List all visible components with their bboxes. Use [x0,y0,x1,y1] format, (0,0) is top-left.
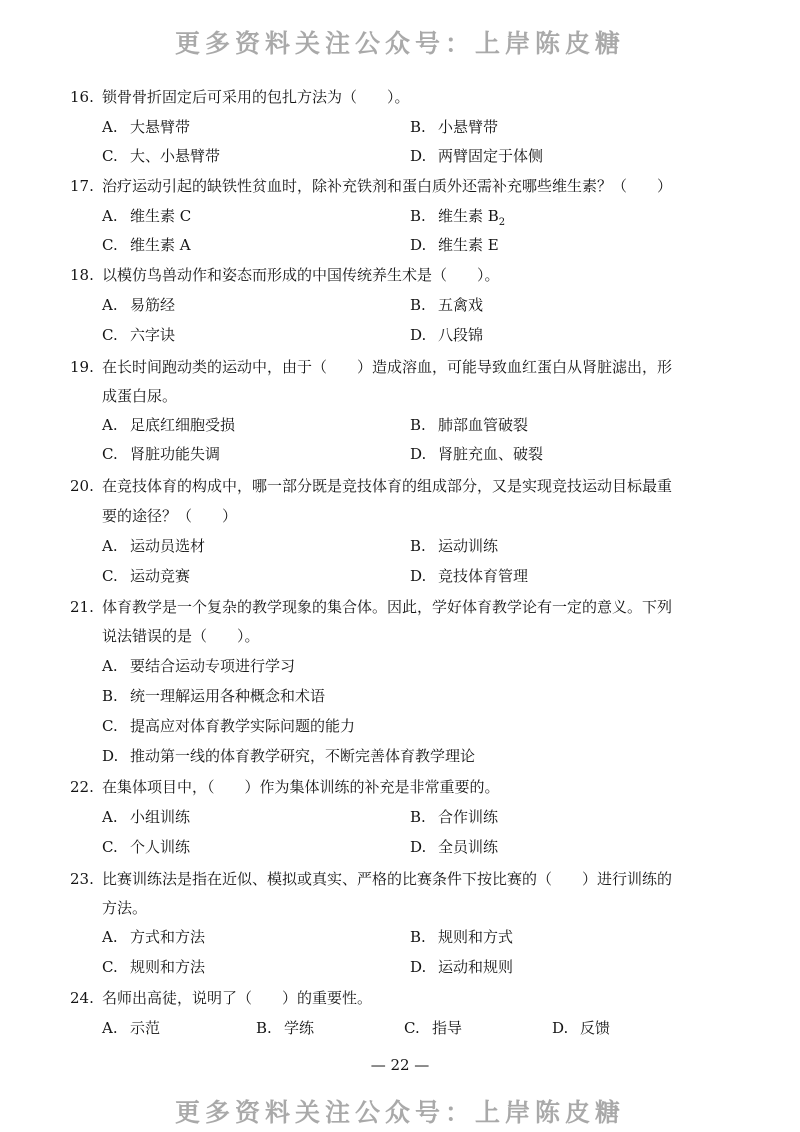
option-text: 两臂固定于体侧 [438,147,544,165]
option-23d [410,952,513,982]
option-letter: D. [552,1019,569,1037]
option-16b [410,112,498,142]
question-17 [70,171,730,201]
option-text: 提高应对体育教学实际问题的能力 [130,717,356,735]
option-text: 个人训练 [130,838,191,856]
option-text: 方式和方法 [130,928,206,946]
option-20c [102,561,190,591]
option-text: 要结合运动专项进行学习 [130,657,296,675]
option-text: 竞技体育管理 [438,567,529,585]
option-23a [102,922,205,952]
page-number: — 22 — [370,1056,430,1074]
question-text: 比赛训练法是指在近似、模拟或真实、严格的比赛条件下按比赛的（ ）进行训练的 [102,870,673,888]
option-24d [552,1013,610,1043]
option-text: 运动和规则 [438,958,514,976]
option-text: 肾脏功能失调 [130,445,221,463]
option-letter: A. [102,118,118,136]
option-letter: A. [102,207,118,225]
option-text: 推动第一线的体育教学研究，不断完善体育教学理论 [130,747,476,765]
option-18a [102,290,175,320]
option-letter: D. [410,236,427,254]
option-letter: B. [256,1019,272,1037]
option-letter: C. [404,1019,420,1037]
option-24b [256,1013,314,1043]
option-19c [102,439,220,469]
option-17a [102,201,191,231]
option-text: 全员训练 [438,838,499,856]
option-text: 指导 [432,1019,463,1037]
question-text: 锁骨骨折固定后可采用的包扎方法为（ ）。 [102,88,410,106]
option-letter: A. [102,416,118,434]
option-text: 维生素 A [130,236,191,254]
option-letter: D. [102,747,119,765]
option-letter: A. [102,808,118,826]
option-19d [410,439,543,469]
option-18b [410,290,483,320]
option-letter: A. [102,1019,118,1037]
option-16d [410,141,543,171]
question-text: 以模仿鸟兽动作和姿态而形成的中国传统养生术是（ ）。 [102,266,500,284]
option-letter: C. [102,147,118,165]
question-text: 名师出高徒，说明了（ ）的重要性。 [102,989,373,1007]
option-letter: B. [410,118,426,136]
option-letter: B. [102,687,118,705]
question-number: 21. [70,598,94,616]
option-22d [410,832,498,862]
option-text: 运动竞赛 [130,567,191,585]
option-21a [102,651,295,681]
option-19b [410,410,528,440]
option-text: 大悬臂带 [130,118,191,136]
option-letter: B. [410,207,426,225]
option-text: 学练 [284,1019,315,1037]
option-text: 维生素 B [438,207,499,225]
question-19 [70,352,730,382]
option-16c [102,141,220,171]
question-number: 17. [70,177,94,195]
question-number: 18. [70,266,94,284]
option-letter: C. [102,838,118,856]
option-letter: B. [410,296,426,314]
option-19a [102,410,235,440]
option-letter: D. [410,326,427,344]
option-letter: B. [410,808,426,826]
question-20 [70,471,730,501]
option-text: 维生素 C [130,207,192,225]
option-letter: B. [410,928,426,946]
option-letter: A. [102,657,118,675]
option-20a [102,531,205,561]
option-21c [102,711,355,741]
option-20b [410,531,498,561]
option-text: 肺部血管破裂 [438,416,529,434]
watermark-banner-top: 更多资料关注公众号：上岸陈皮糖 [174,29,625,58]
question-text: 在竞技体育的构成中，哪一部分既是竞技体育的组成部分，又是实现竞技运动目标最重 [102,477,673,495]
question-text: 在集体项目中，（ ）作为集体训练的补充是非常重要的。 [102,778,500,796]
question-text: 在长时间跑动类的运动中，由于（ ）造成溶血，可能导致血红蛋白从肾脏滤出，形 [102,358,673,376]
question-number: 19. [70,358,94,376]
option-letter: D. [410,147,427,165]
option-text: 合作训练 [438,808,499,826]
option-text: 示范 [130,1019,161,1037]
watermark-banner-bottom: 更多资料关注公众号：上岸陈皮糖 [174,1098,625,1127]
question-23 [70,864,730,894]
question-16 [70,82,730,112]
option-text: 易筋经 [130,296,176,314]
option-24a [102,1013,160,1043]
question-24 [70,983,730,1013]
option-22c [102,832,190,862]
question-23-continuation: 方法。 [102,899,148,917]
option-text: 维生素 E [438,236,499,254]
option-letter: C. [102,567,118,585]
option-17d [410,230,499,260]
option-letter: C. [102,717,118,735]
question-21-continuation: 说法错误的是（ ）。 [102,627,260,645]
option-23b [410,922,513,952]
option-letter: D. [410,958,427,976]
option-letter: C. [102,958,118,976]
option-21b [102,681,325,711]
option-text: 规则和方法 [130,958,206,976]
question-number: 16. [70,88,94,106]
option-23c [102,952,205,982]
option-text: 统一理解运用各种概念和术语 [130,687,326,705]
option-22b [410,802,498,832]
question-text: 体育教学是一个复杂的教学现象的集合体。因此，学好体育教学论有一定的意义。下列 [102,598,673,616]
question-number: 20. [70,477,94,495]
question-20-continuation: 要的途径？（ ） [102,507,238,525]
option-text: 规则和方式 [438,928,514,946]
option-letter: D. [410,567,427,585]
option-text: 反馈 [580,1019,611,1037]
question-number: 23. [70,870,94,888]
option-letter: C. [102,236,118,254]
option-letter: C. [102,326,118,344]
option-text: 小组训练 [130,808,191,826]
option-text: 小悬臂带 [438,118,499,136]
question-number: 24. [70,989,94,1007]
option-letter: C. [102,445,118,463]
question-18 [70,260,730,290]
option-text: 运动员选材 [130,537,206,555]
option-letter: B. [410,537,426,555]
option-17c [102,230,191,260]
option-text: 大、小悬臂带 [130,147,221,165]
question-number: 22. [70,778,94,796]
option-text: 肾脏充血、破裂 [438,445,544,463]
option-subscript: 2 [498,217,506,228]
option-letter: A. [102,296,118,314]
question-21 [70,592,730,622]
question-text: 治疗运动引起的缺铁性贫血时，除补充铁剂和蛋白质外还需补充哪些维生素？（ ） [102,177,673,195]
option-text: 八段锦 [438,326,484,344]
option-21d [102,741,475,771]
option-letter: A. [102,928,118,946]
option-16a [102,112,190,142]
question-22 [70,772,730,802]
option-text: 五禽戏 [438,296,484,314]
option-text: 六字诀 [130,326,176,344]
option-text: 足底红细胞受损 [130,416,236,434]
option-18d [410,320,483,350]
question-19-continuation: 成蛋白尿。 [102,387,178,405]
option-20d [410,561,528,591]
option-22a [102,802,190,832]
option-18c [102,320,175,350]
option-24c [404,1013,462,1043]
option-letter: A. [102,537,118,555]
option-letter: D. [410,838,427,856]
option-text: 运动训练 [438,537,499,555]
option-letter: B. [410,416,426,434]
option-letter: D. [410,445,427,463]
